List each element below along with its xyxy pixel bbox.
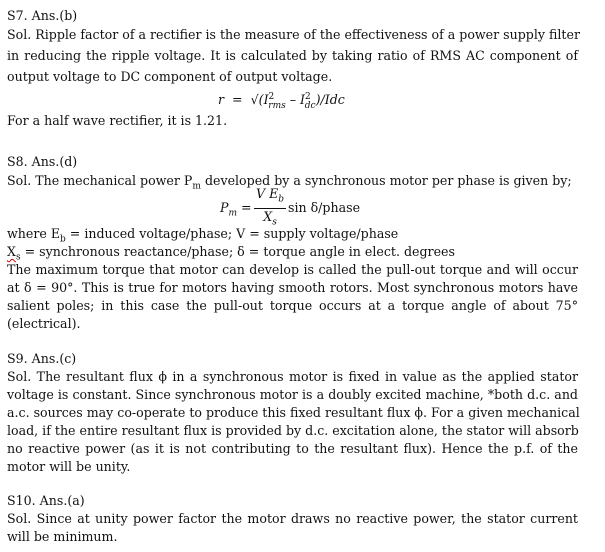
s9-line-4: load, if the entire resultant flux is provided by d.c. excitation alone, the stator will absorb (7, 423, 579, 438)
pm-den-text: X (263, 208, 273, 224)
s7-line-2: in reducing the ripple voltage. It is calculated by taking ratio of RMS AC component of (7, 48, 578, 63)
s10-line-2: will be minimum. (7, 529, 118, 544)
s8-intro-a: Sol. The mechanical power P (7, 173, 193, 188)
s8-line-2: at δ = 90°. This is true for motors having smooth rotors. Most synchronous motors have (7, 280, 578, 295)
formula-open: (I (258, 92, 269, 108)
s8-line-3: salient poles; in this case the pull-out torque occurs at a torque angle of about 75° (7, 298, 578, 313)
pm-fraction (254, 187, 286, 230)
xs-symbol (7, 244, 21, 263)
pm-num-sub: b (278, 194, 285, 205)
formula-sup-1: 2 (268, 92, 275, 102)
s8-intro-b: developed by a synchronous motor per phase is given by; (200, 173, 572, 188)
s8-where-b: = induced voltage/phase; V = supply voltage/phase (65, 226, 399, 241)
pm-lhs-symbol: P (220, 200, 229, 215)
s8-line-4: (electrical). (7, 316, 81, 331)
s9-line-5: no reactive power (as it is not contributing to the resultant flux). Hence the p.f. of the (7, 441, 578, 456)
s10-line-1: Sol. Since at unity power factor the motor draws no reactive power, the stator current (7, 511, 578, 526)
s8-intro-sub: m (192, 181, 201, 192)
s7-line-3: output voltage to DC component of output voltage. (7, 69, 333, 84)
s7-heading: S7. Ans.(b) (7, 8, 78, 23)
xs-text: X (7, 244, 16, 259)
s9-line-6: motor will be unity. (7, 459, 131, 474)
sqrt-symbol: √ (250, 92, 259, 108)
s9-line-1: Sol. The resultant flux ϕ in a synchronous motor is fixed in value as the applied stator (7, 369, 578, 384)
formula-sub-2: dc (304, 100, 316, 111)
pm-eq: = (241, 200, 252, 215)
formula-eq: = (232, 92, 243, 108)
s9-line-2: voltage is constant. Since synchronous motor is a doubly excited machine, *both d.c. and (7, 387, 578, 402)
formula-minus: – I (285, 92, 306, 108)
ripple-formula (218, 89, 345, 115)
pm-numerator (254, 187, 286, 209)
formula-lhs: r (218, 92, 225, 108)
s8-where-sub: b (60, 234, 66, 245)
s8-intro (7, 172, 572, 196)
s8-where-a: where E (7, 226, 61, 241)
pm-num-text: V E (256, 186, 279, 201)
s7-conclusion: For a half wave rectifier, it is 1.21. (7, 113, 228, 128)
s8-xs-b: = synchronous reactance/phase; δ = torque angle in elect. degrees (20, 244, 455, 259)
s8-line-1: The maximum torque that motor can develop is called the pull-out torque and will occur (7, 262, 578, 277)
formula-close: )/Idc (315, 92, 345, 108)
s10-heading: S10. Ans.(a) (7, 493, 85, 508)
s8-heading: S8. Ans.(d) (7, 154, 78, 169)
s7-line-1: Sol. Ripple factor of a rectifier is the measure of the effectiveness of a power supply filter (7, 27, 580, 42)
xs-sub: s (15, 252, 21, 263)
formula-sup-2: 2 (305, 92, 311, 102)
s9-line-3: a.c. sources may co-operate to produce this fixed resultant flux ϕ. For a given mechanical (7, 405, 580, 420)
formula-sub-1: rms (268, 100, 286, 111)
pm-den-sub: s (272, 217, 277, 228)
pm-lhs (220, 199, 252, 223)
pm-rhs: sin δ/phase (288, 200, 361, 215)
s9-heading: S9. Ans.(c) (7, 351, 77, 366)
pm-lhs-sub: m (228, 208, 238, 219)
